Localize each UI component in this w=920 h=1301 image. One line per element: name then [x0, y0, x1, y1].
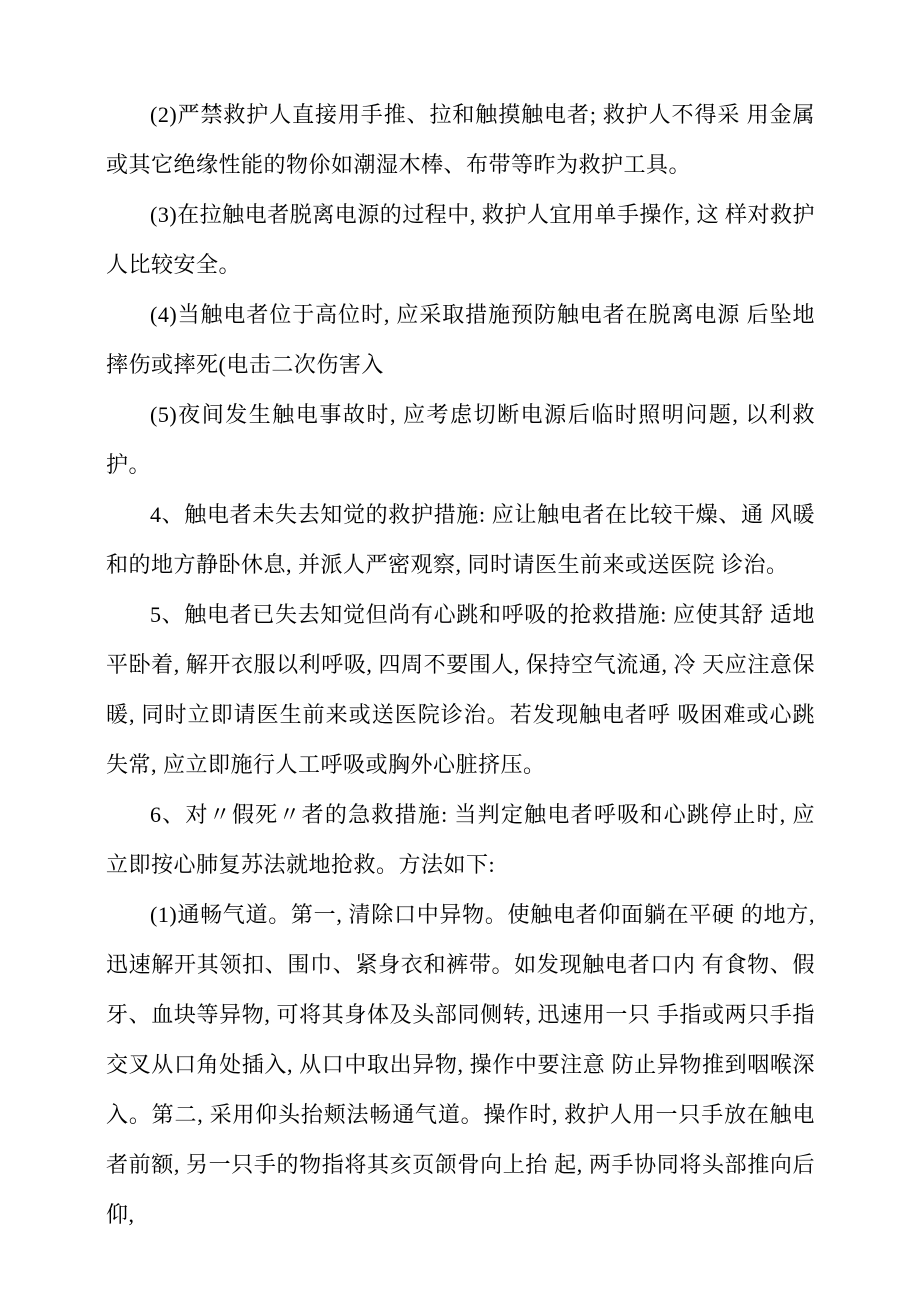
- paragraph-measure-4-conscious: 4、触电者未失去知觉的救护措施: 应让触电者在比较干燥、通 风暖和的地方静卧休息, 并派人严密观察, 同时请医生前来或送医院 诊治。: [106, 502, 815, 577]
- paragraph-measure-5-unconscious: 5、触电者已失去知觉但尚有心跳和呼吸的抢救措施: 应使其舒 适地平卧着, 解开衣服以利呼吸, 四周不要围人, 保持空气流通, 冷 天应注意保暖, 同时立即请医生前来或送医院诊治。若发现触电者呼 吸困难或心跳失常, 应立即施行人工呼吸或胸外心脏挤压。: [106, 602, 815, 777]
- paragraph-measure-6-apparent-death: 6、对〃假死〃者的急救措施: 当判定触电者呼吸和心跳停止时, 应立即按心肺复苏法就地抢救。方法如下:: [106, 802, 815, 877]
- paragraph-rescue-item-3: (3)在拉触电者脱离电源的过程中, 救护人宜用单手操作, 这 样对救护人比较安全。: [106, 202, 815, 277]
- paragraph-rescue-item-5: (5)夜间发生触电事故时, 应考虑切断电源后临时照明问题, 以利救护。: [106, 402, 815, 477]
- paragraph-airway-clearing: (1)通畅气道。第一, 清除口中异物。使触电者仰面躺在平硬 的地方, 迅速解开其领扣、围巾、紧身衣和裤带。如发现触电者口内 有食物、假牙、血块等异物, 可将其身体及头部同侧转, 迅速用一只 手指或两只手指交叉从口角处插入, 从口中取出异物, 操作中要注意 防止异物推到咽喉深入。第二, 采用仰头抬颊法畅通气道。操作时, 救护人用一只手放在触电者前额, 另一只手的物指将其亥页颌骨向上抬 起, 两手协同将头部推向后仰,: [106, 902, 815, 1227]
- paragraph-rescue-item-2: (2)严禁救护人直接用手推、拉和触摸触电者; 救护人不得采 用金属或其它绝缘性能的物伱如潮湿木棒、布带等昨为救护工具。: [106, 102, 815, 177]
- paragraph-rescue-item-4: (4)当触电者位于高位时, 应采取措施预防触电者在脱离电源 后坠地摔伤或摔死(电击二次伤害入: [106, 302, 815, 377]
